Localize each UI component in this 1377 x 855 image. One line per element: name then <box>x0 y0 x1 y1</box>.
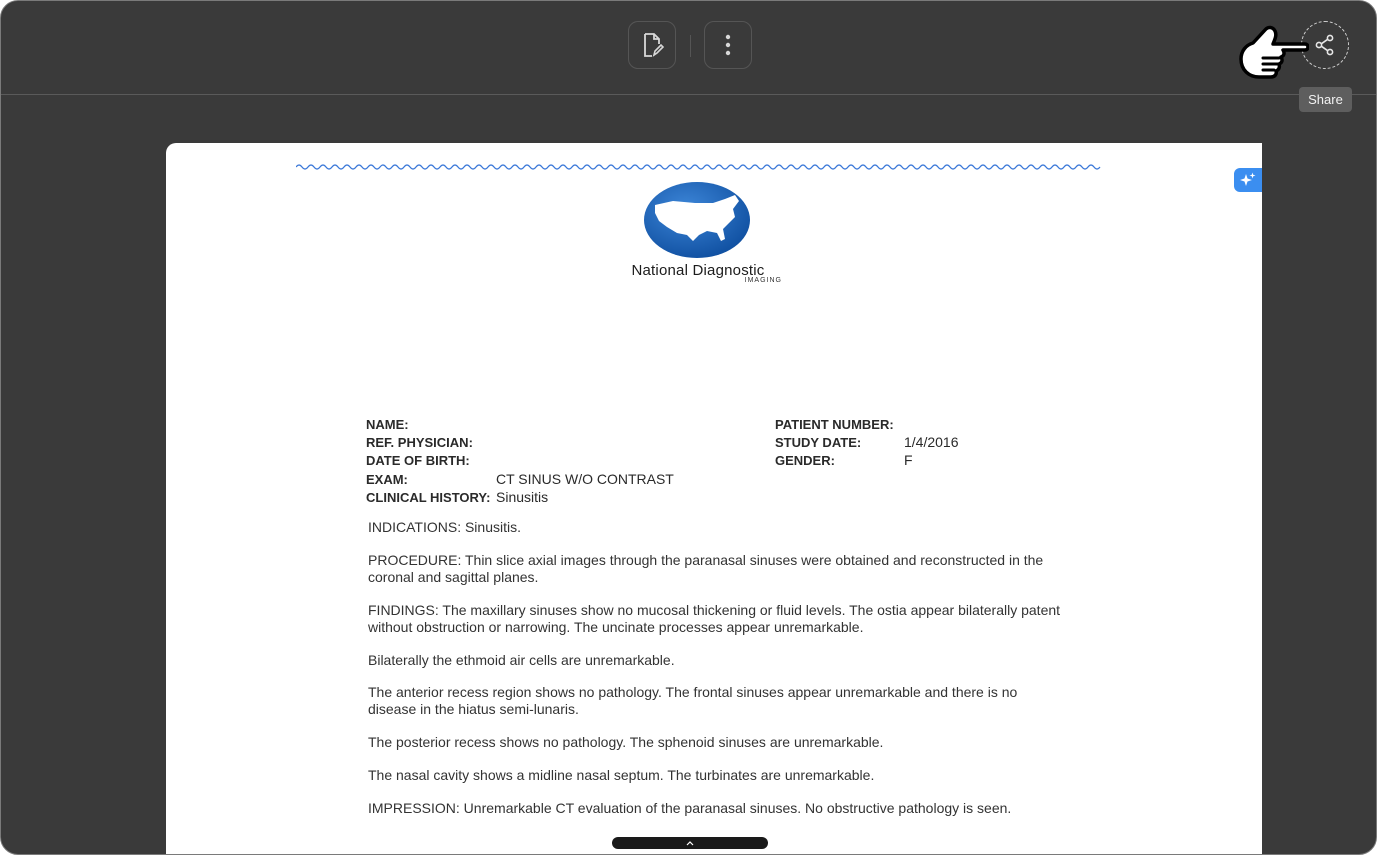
date-of-birth-label: DATE OF BIRTH: <box>366 453 470 468</box>
spellcheck-underline <box>296 163 1108 171</box>
logo-subtitle: IMAGING <box>744 277 782 284</box>
exam-value: CT SINUS W/O CONTRAST <box>496 471 674 487</box>
patient-number-label: PATIENT NUMBER: <box>775 417 894 432</box>
report-paragraph: The posterior recess shows no pathology. The sphenoid sinuses are unremarkable. <box>368 734 884 750</box>
pointing-hand-cursor-icon <box>1237 21 1309 81</box>
report-paragraph: PROCEDURE: Thin slice axial images through the paranasal sinuses were obtained and reconstructed in the coronal and sagittal planes. <box>368 552 1044 585</box>
report-paragraph: FINDINGS: The maxillary sinuses show no mucosal thickening or fluid levels. The ostia appear bilaterally patent without obstruction or narrowing. The uncinate processes appear unremarkable. <box>368 602 1061 635</box>
share-icon <box>1314 34 1336 56</box>
bottom-sheet-handle[interactable] <box>612 837 768 849</box>
report-paragraph: The nasal cavity shows a midline nasal septum. The turbinates are unremarkable. <box>368 767 875 783</box>
study-date-label: STUDY DATE: <box>775 435 862 450</box>
share-tooltip: Share <box>1299 87 1352 112</box>
more-options-button[interactable] <box>704 21 752 69</box>
report-paragraph: Bilaterally the ethmoid air cells are unremarkable. <box>368 652 675 668</box>
clinical-history-label: CLINICAL HISTORY: <box>366 490 491 505</box>
gender-label: GENDER: <box>775 453 835 468</box>
gender-value: F <box>904 452 913 468</box>
top-toolbar <box>1 1 1376 95</box>
document-page <box>166 143 1262 855</box>
ref-physician-label: REF. PHYSICIAN: <box>366 435 473 450</box>
exam-label: EXAM: <box>366 472 408 487</box>
sparkle-icon <box>1240 172 1256 188</box>
national-diagnostic-logo <box>614 181 784 291</box>
ai-assist-button[interactable] <box>1234 168 1262 192</box>
name-label: NAME: <box>366 417 409 432</box>
more-vertical-icon <box>725 34 731 56</box>
clinical-history-value: Sinusitis <box>496 489 549 505</box>
chevron-up-icon <box>686 841 694 846</box>
logo-name: National Diagnostic <box>631 262 765 279</box>
report-paragraph: IMPRESSION: Unremarkable CT evaluation of the paranasal sinuses. No obstructive pathology is seen. <box>368 800 1012 816</box>
document-edit-icon <box>640 32 664 58</box>
edit-document-button[interactable] <box>628 21 676 69</box>
toolbar-divider <box>690 35 691 57</box>
study-date-value: 1/4/2016 <box>904 434 959 450</box>
report-paragraph: The anterior recess region shows no pathology. The frontal sinuses appear unremarkable and there is no disease in the hiatus semi-lunaris. <box>368 684 1018 717</box>
report-paragraph: INDICATIONS: Sinusitis. <box>368 519 521 535</box>
usa-map-logo-icon <box>643 181 751 259</box>
